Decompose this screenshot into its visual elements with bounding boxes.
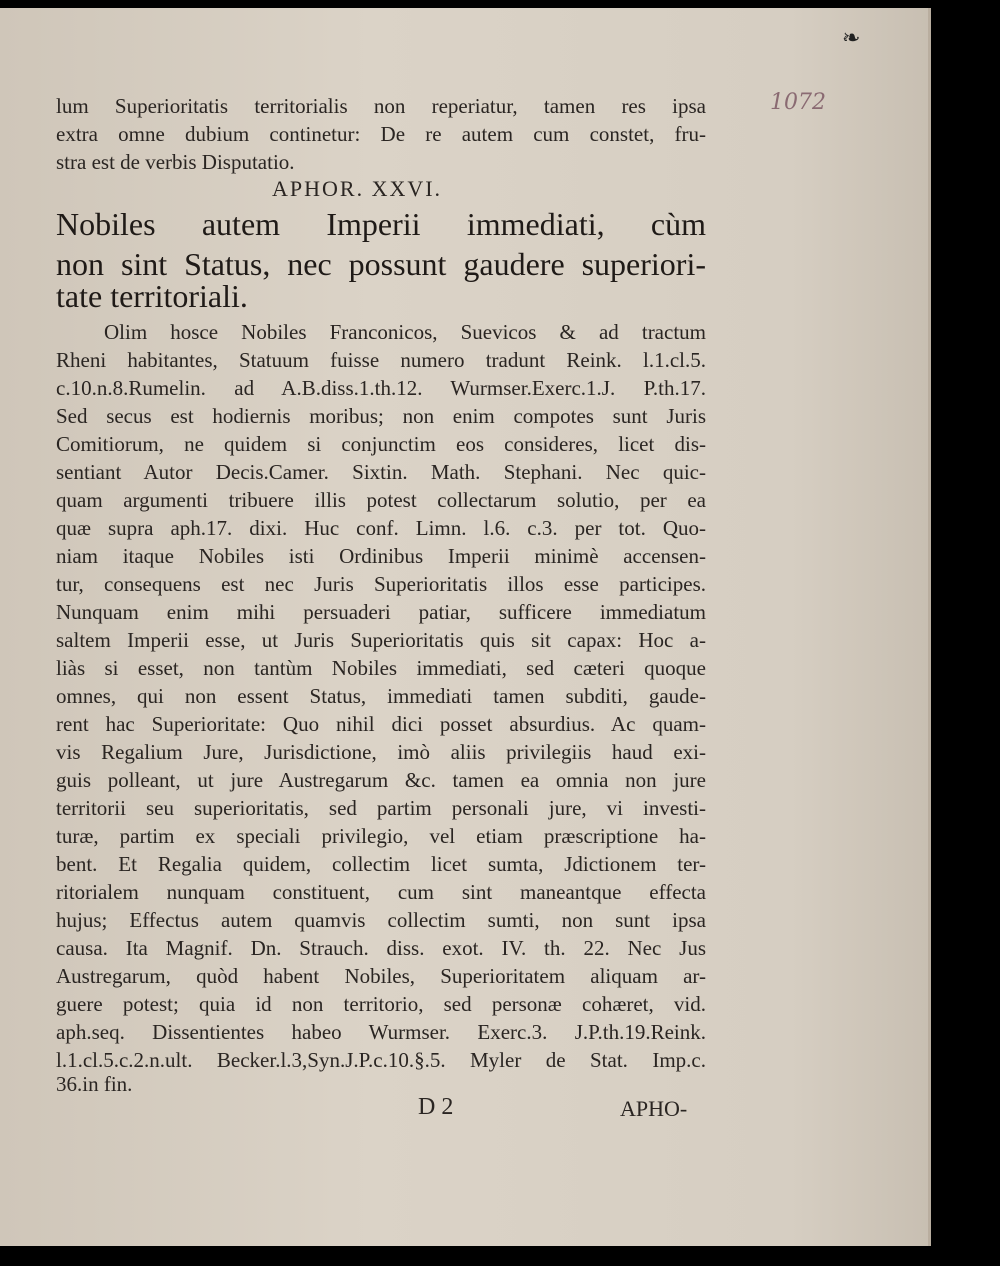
text-line: bent. Et Regalia quidem, collectim licet sumta, Jdictionem ter- [56,852,706,876]
text-line: sentiant Autor Decis.Camer. Sixtin. Math. Stephani. Nec quic- [56,460,706,484]
text-line: hujus; Effectus autem quamvis collectim sumti, non sunt ipsa [56,908,706,932]
text-line: guere potest; quia id non territorio, sed personæ cohæret, vid. [56,992,706,1016]
text-line: liàs si esset, non tantùm Nobiles immediati, sed cæteri quoque [56,656,706,680]
text-line: territorii seu superioritatis, sed partim personali jure, vi investi- [56,796,706,820]
text-line: causa. Ita Magnif. Dn. Strauch. diss. exot. IV. th. 22. Nec Jus [56,936,706,960]
text-line: extra omne dubium continetur: De re autem cum constet, fru- [56,122,706,146]
text-line: Sed secus est hodiernis moribus; non enim compotes sunt Juris [56,404,706,428]
text-line: Nunquam enim mihi persuaderi patiar, sufficere immediatum [56,600,706,624]
aphorism-line: tate territoriali. [56,278,248,314]
text-line: niam itaque Nobiles isti Ordinibus Imperii minimè accensen- [56,544,706,568]
text-line: Comitiorum, ne quidem si conjunctim eos consideres, licet dis- [56,432,706,456]
text-line: turæ, partim ex speciali privilegio, vel etiam præscriptione ha- [56,824,706,848]
text-line: quam argumenti tribuere illis potest collectarum solutio, per ea [56,488,706,512]
text-line: 36.in fin. [56,1072,133,1096]
signature-mark: D 2 [418,1094,454,1120]
text-line: c.10.n.8.Rumelin. ad A.B.diss.1.th.12. Wurmser.Exerc.1.J. P.th.17. [56,376,706,400]
text-line: l.1.cl.5.c.2.n.ult. Becker.l.3,Syn.J.P.c.10.§.5. Myler de Stat. Imp.c. [56,1048,706,1072]
aphorism-line: non sint Status, nec possunt gaudere superiori- [56,246,706,282]
aphorism-heading: APHOR. XXVI. [272,176,443,201]
text-line: ritorialem nunquam constituent, cum sint maneantque effecta [56,880,706,904]
text-line: Rheni habitantes, Statuum fuisse numero tradunt Reink. l.1.cl.5. [56,348,706,372]
book-page [0,8,931,1246]
text-line: tur, consequens est nec Juris Superioritatis illos esse participes. [56,572,706,596]
text-line: omnes, qui non essent Status, immediati tamen subditi, gaude- [56,684,706,708]
text-line: rent hac Superioritate: Quo nihil dici posset absurdius. Ac quam- [56,712,706,736]
text-line: Austregarum, quòd habent Nobiles, Superioritatem aliquam ar- [56,964,706,988]
printers-ornament: ❧ [842,26,859,51]
text-line: Olim hosce Nobiles Franconicos, Suevicos & ad tractum [104,320,706,344]
text-line: vis Regalium Jure, Jurisdictione, imò aliis privilegiis haud exi- [56,740,706,764]
aphorism-line: Nobiles autem Imperii immediati, cùm [56,206,706,242]
text-line: aph.seq. Dissentientes habeo Wurmser. Exerc.3. J.P.th.19.Reink. [56,1020,706,1044]
text-line: lum Superioritatis territorialis non reperiatur, tamen res ipsa [56,94,706,118]
text-line: saltem Imperii esse, ut Juris Superioritatis quis sit capax: Hoc a- [56,628,706,652]
text-line: guis polleant, ut jure Austregarum &c. tamen ea omnia non jure [56,768,706,792]
catchword: APHO- [620,1096,688,1121]
handwritten-margin-note: 1072 [770,90,826,115]
text-line: stra est de verbis Disputatio. [56,150,295,174]
text-line: quæ supra aph.17. dixi. Huc conf. Limn. l.6. c.3. per tot. Quo- [56,516,706,540]
